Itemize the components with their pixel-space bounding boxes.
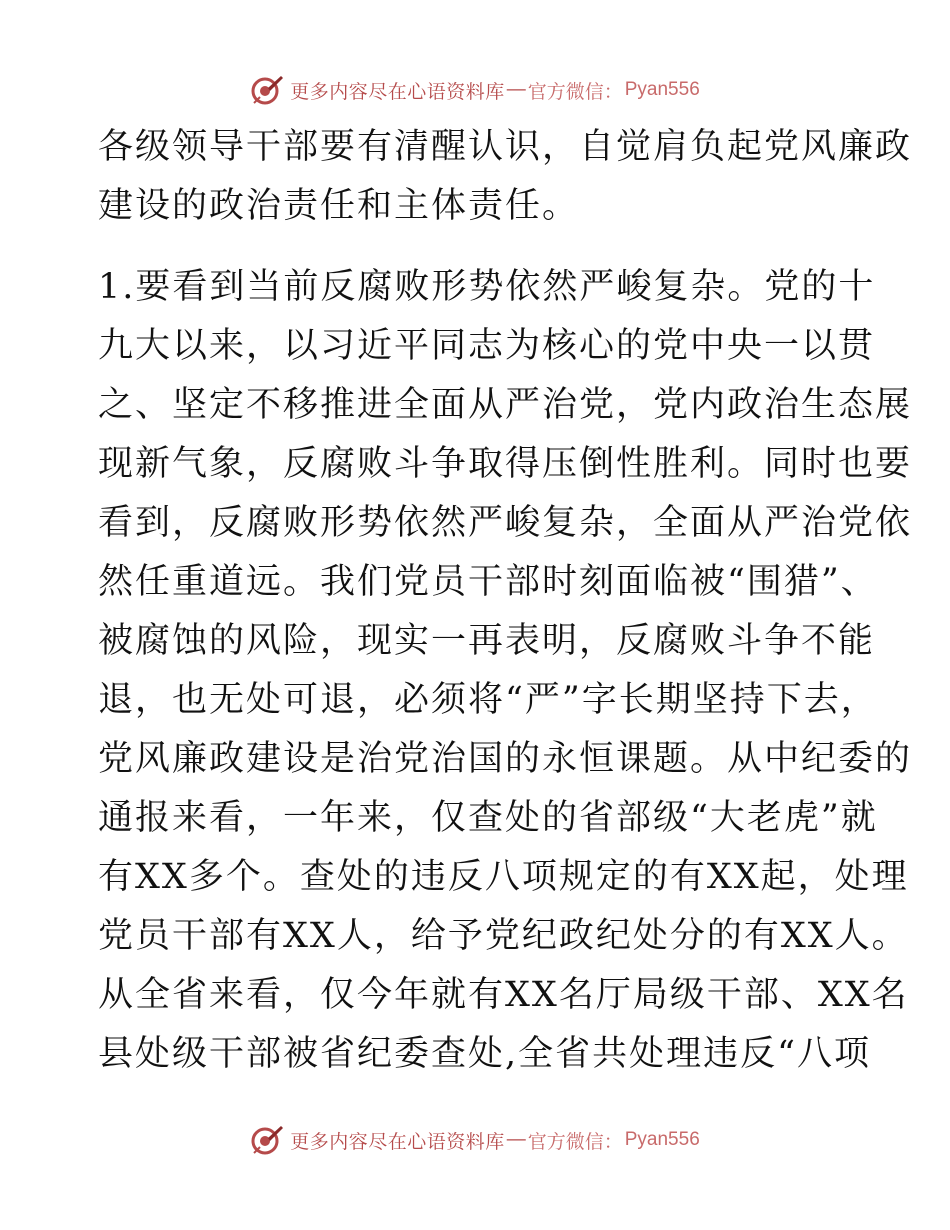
pen-logo-icon bbox=[250, 1123, 284, 1157]
paragraph bbox=[98, 118, 913, 236]
footer-separator: — bbox=[506, 1129, 526, 1150]
header-separator: — bbox=[506, 79, 526, 100]
document-body bbox=[98, 118, 913, 1084]
footer-wechat-label: 官方微信： bbox=[527, 1130, 623, 1153]
text-line: 之、坚定不移推进全面从严治党，党内政治生态展 bbox=[98, 385, 913, 425]
text-line: 退，也无处可退，必须将“严”字长期坚持下去， bbox=[98, 680, 878, 720]
footer-site-text: 更多内容尽在心语资料库 bbox=[290, 1130, 505, 1153]
footer-watermark bbox=[0, 1120, 950, 1160]
text-line: 党风廉政建设是治党治国的永恒课题。从中纪委的 bbox=[98, 739, 913, 779]
text-line: 然任重道远。我们党员干部时刻面临被“围猎”、 bbox=[98, 562, 878, 602]
header-wechat-label: 官方微信： bbox=[527, 80, 623, 103]
text-line: 1.要看到当前反腐败形势依然严峻复杂。党的十 bbox=[98, 267, 876, 307]
text-line: 九大以来，以习近平同志为核心的党中央一以贯 bbox=[98, 326, 876, 366]
text-line: 通报来看，一年来，仅查处的省部级“大老虎”就 bbox=[98, 798, 878, 838]
text-line: 党员干部有XX人，给予党纪政纪处分的有XX人。 bbox=[98, 916, 909, 956]
text-line: 建设的政治责任和主体责任。 bbox=[98, 186, 580, 226]
header-site-text: 更多内容尽在心语资料库 bbox=[290, 80, 505, 103]
text-line: 现新气象，反腐败斗争取得压倒性胜利。同时也要 bbox=[98, 444, 913, 484]
text-line: 被腐蚀的风险，现实一再表明，反腐败斗争不能 bbox=[98, 621, 876, 661]
footer-wechat-id: Pyan556 bbox=[624, 1129, 700, 1150]
paragraph bbox=[98, 258, 913, 1084]
pen-logo-icon bbox=[250, 73, 284, 107]
header-watermark bbox=[0, 70, 950, 110]
text-line: 看到，反腐败形势依然严峻复杂，全面从严治党依 bbox=[98, 503, 913, 543]
text-line: 各级领导干部要有清醒认识，自觉肩负起党风廉政 bbox=[98, 127, 913, 167]
text-line: 有XX多个。查处的违反八项规定的有XX起，处理 bbox=[98, 857, 909, 897]
text-line: 县处级干部被省纪委查处,全省共处理违反“八项 bbox=[98, 1034, 872, 1074]
header-wechat-id: Pyan556 bbox=[624, 79, 700, 100]
text-line: 从全省来看，仅今年就有XX名厅局级干部、XX名 bbox=[98, 975, 909, 1015]
